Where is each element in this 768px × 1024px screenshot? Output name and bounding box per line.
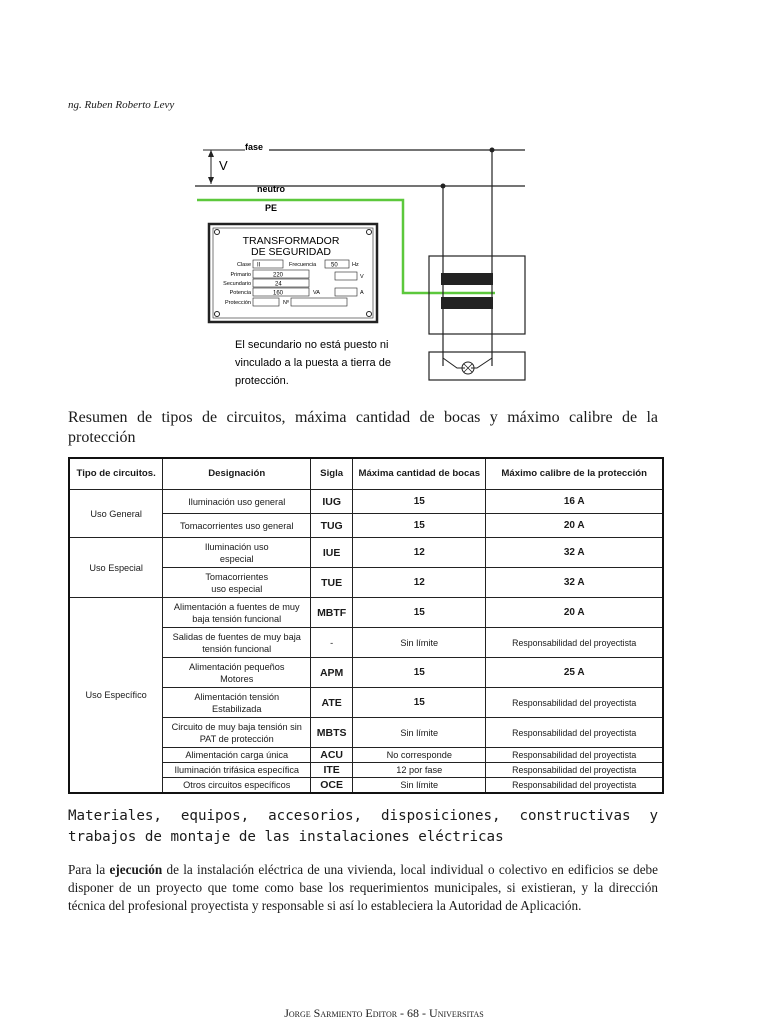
- label-pe: PE: [265, 203, 278, 213]
- sigla-cell: MBTS: [311, 718, 353, 748]
- calibre-cell: 20 A: [486, 514, 663, 538]
- paragraph-lead: Para la: [68, 862, 110, 877]
- paragraph-bold-word: ejecución: [109, 862, 163, 877]
- bocas-cell: 12: [353, 538, 486, 568]
- safety-transformer-diagram: [195, 136, 535, 396]
- label-fase: fase: [245, 142, 264, 152]
- bocas-cell: 15: [353, 514, 486, 538]
- svg-text:Nº: Nº: [283, 300, 289, 306]
- caption-line-1: El secundario no está puesto ni: [235, 339, 389, 351]
- designacion-cell: Alimentación pequeños Motores: [163, 658, 311, 688]
- bocas-cell: 15: [353, 598, 486, 628]
- svg-text:A: A: [360, 290, 364, 296]
- transformer-nameplate: [209, 224, 377, 322]
- svg-text:Potencia: Potencia: [229, 290, 251, 296]
- svg-text:220: 220: [273, 272, 284, 279]
- bocas-cell: 15: [353, 490, 486, 514]
- designacion-cell: Tomacorrientes uso general: [163, 514, 311, 538]
- calibre-cell: Responsabilidad del proyectista: [486, 688, 663, 718]
- sigla-cell: APM: [311, 658, 353, 688]
- svg-text:Secundario: Secundario: [223, 281, 251, 287]
- page-footer: Jorge Sarmiento Editor - 68 - Universitas: [284, 1006, 484, 1020]
- sigla-cell: IUE: [311, 538, 353, 568]
- calibre-cell: 16 A: [486, 490, 663, 514]
- designacion-cell: Iluminación uso general: [163, 490, 311, 514]
- designacion-cell: Iluminación uso especial: [163, 538, 311, 568]
- header-calibre: Máximo calibre de la protección: [486, 458, 663, 490]
- svg-text:24: 24: [275, 281, 282, 288]
- sigla-cell: TUE: [311, 568, 353, 598]
- svg-text:V: V: [360, 274, 364, 280]
- bocas-cell: Sin límite: [353, 628, 486, 658]
- group-cell: Uso Específico: [69, 598, 163, 793]
- group-cell: Uso General: [69, 490, 163, 538]
- paragraph-rest: de la instalación eléctrica de una vivienda, local individual o colectivo en edificios se debe disponer de un proyecto que tome como base los requerimientos municipales, si existieran, y la dirección técnica del profesional proyectista y responsable si así lo estableciera la Autoridad de Aplicación.: [68, 862, 658, 913]
- table-header-row: [69, 458, 663, 490]
- calibre-cell: Responsabilidad del proyectista: [486, 718, 663, 748]
- designacion-cell: Alimentación a fuentes de muy baja tensión funcional: [163, 598, 311, 628]
- svg-text:Primario: Primario: [230, 272, 251, 278]
- table-row: [69, 490, 663, 514]
- svg-text:50: 50: [331, 262, 338, 269]
- group-cell: Uso Especial: [69, 538, 163, 598]
- bocas-cell: 15: [353, 658, 486, 688]
- sigla-cell: TUG: [311, 514, 353, 538]
- bocas-cell: 15: [353, 688, 486, 718]
- caption-line-2: vinculado a la puesta a tierra de: [235, 357, 391, 369]
- bocas-cell: Sin límite: [353, 718, 486, 748]
- svg-text:II: II: [257, 262, 261, 269]
- calibre-cell: Responsabilidad del proyectista: [486, 628, 663, 658]
- sigla-cell: IUG: [311, 490, 353, 514]
- bocas-cell: No corresponde: [353, 748, 486, 763]
- table-row: [69, 598, 663, 628]
- bocas-cell: Sin límite: [353, 778, 486, 793]
- caption-line-3: protección.: [235, 375, 289, 387]
- designacion-cell: Salidas de fuentes de muy baja tensión funcional: [163, 628, 311, 658]
- svg-text:160: 160: [273, 290, 284, 297]
- header-tipo: Tipo de circuitos.: [69, 458, 163, 490]
- header-designacion: Designación: [163, 458, 311, 490]
- sigla-cell: OCE: [311, 778, 353, 793]
- sigla-cell: ITE: [311, 763, 353, 778]
- author-header: ng. Ruben Roberto Levy: [68, 99, 175, 111]
- svg-text:Hz: Hz: [352, 262, 359, 268]
- sigla-cell: -: [311, 628, 353, 658]
- bocas-cell: 12: [353, 568, 486, 598]
- label-v: V: [219, 158, 228, 173]
- calibre-cell: 20 A: [486, 598, 663, 628]
- calibre-cell: Responsabilidad del proyectista: [486, 748, 663, 763]
- designacion-cell: Alimentación tensión Estabilizada: [163, 688, 311, 718]
- body-paragraph: [68, 861, 658, 915]
- section-title-circuits: Resumen de tipos de circuitos, máxima cantidad de bocas y máximo calibre de la protección: [68, 409, 658, 446]
- calibre-cell: 32 A: [486, 538, 663, 568]
- designacion-cell: Iluminación trifásica específica: [163, 763, 311, 778]
- svg-text:TRANSFORMADOR: TRANSFORMADOR: [242, 235, 340, 247]
- svg-text:VA: VA: [313, 290, 320, 296]
- svg-text:Frecuencia: Frecuencia: [289, 262, 317, 268]
- calibre-cell: 25 A: [486, 658, 663, 688]
- calibre-cell: Responsabilidad del proyectista: [486, 778, 663, 793]
- sigla-cell: ATE: [311, 688, 353, 718]
- designacion-cell: Alimentación carga única: [163, 748, 311, 763]
- table-row: [69, 538, 663, 568]
- section-title-materials: Materiales, equipos, accesorios, disposiciones, constructivas y trabajos de montaje de las instalaciones eléctricas: [68, 808, 658, 845]
- sigla-cell: MBTF: [311, 598, 353, 628]
- header-sigla: Sigla: [311, 458, 353, 490]
- svg-text:Protección: Protección: [225, 300, 251, 306]
- designacion-cell: Otros circuitos específicos: [163, 778, 311, 793]
- bocas-cell: 12 por fase: [353, 763, 486, 778]
- designacion-cell: Circuito de muy baja tensión sin PAT de protección: [163, 718, 311, 748]
- label-neutro: neutro: [257, 184, 285, 194]
- sigla-cell: ACU: [311, 748, 353, 763]
- calibre-cell: Responsabilidad del proyectista: [486, 763, 663, 778]
- svg-text:Clase: Clase: [236, 262, 251, 268]
- calibre-cell: 32 A: [486, 568, 663, 598]
- header-bocas: Máxima cantidad de bocas: [353, 458, 486, 490]
- svg-text:DE SEGURIDAD: DE SEGURIDAD: [251, 246, 331, 258]
- circuits-table: [68, 457, 664, 794]
- designacion-cell: Tomacorrientes uso especial: [163, 568, 311, 598]
